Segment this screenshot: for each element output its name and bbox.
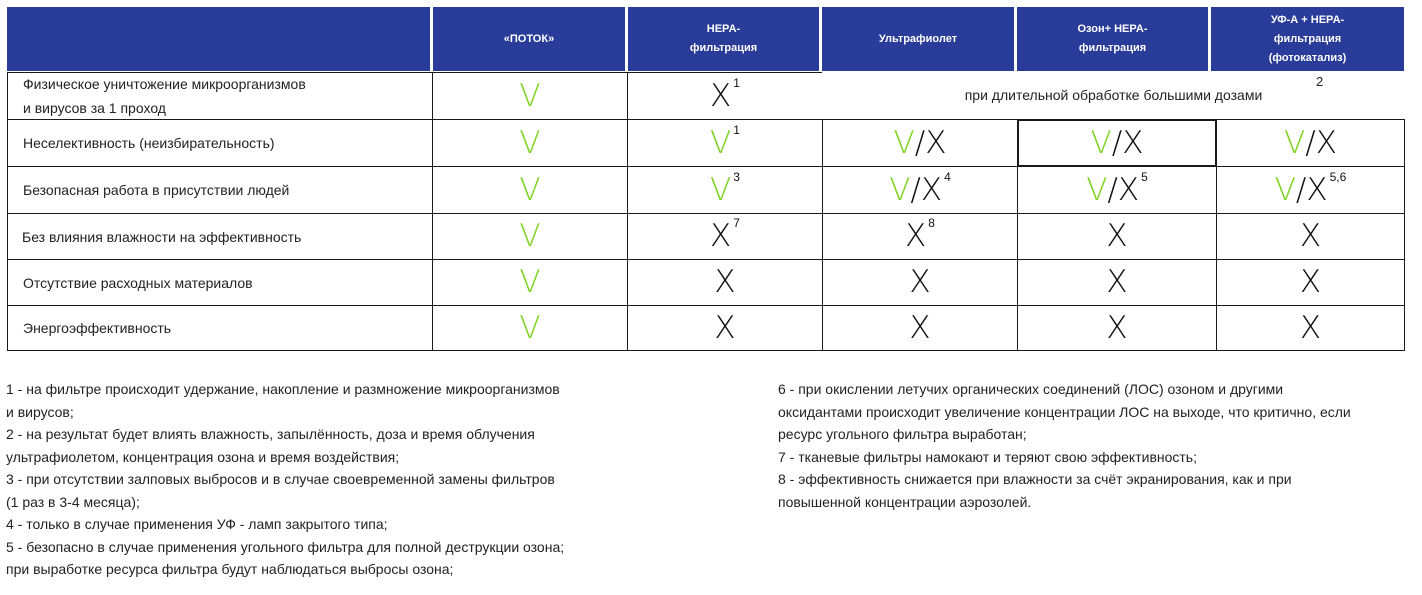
cell-r6-uva (1216, 305, 1405, 351)
cell-r4-uv (822, 213, 1018, 260)
slash-separator: / (1107, 171, 1118, 208)
cross-mark-icon: X (909, 264, 931, 300)
cell-r3-uv (822, 166, 1018, 214)
check-mark-icon: V (519, 171, 541, 208)
cross-mark-icon: X (905, 218, 927, 254)
cell-r6-ozon (1017, 305, 1217, 351)
check-mark-icon: V (519, 124, 541, 161)
cell-r2-potok (432, 119, 628, 167)
footnote-ref: 1 (733, 75, 740, 90)
header-hepa-line2: фильтрация (689, 42, 758, 54)
row-label-safe-text: Безопасная работа в присутствии людей (23, 182, 290, 198)
row-label-energy (7, 305, 433, 351)
cross-mark-icon: X (1299, 264, 1322, 300)
cell-r5-ozon (1017, 259, 1217, 306)
header-ozon-hepa (1017, 7, 1208, 71)
footnote-line: (1 раз в 3-4 месяца); (6, 493, 140, 510)
cell-r3-potok (432, 166, 628, 214)
cell-r5-hepa (627, 259, 823, 306)
row-label-consumables (7, 259, 433, 306)
cross-mark-icon: X (1106, 218, 1128, 254)
footnote-ref: 7 (733, 216, 740, 230)
check-mark-icon: V (893, 124, 915, 161)
row-label-kill-line2: и вирусов за 1 проход (23, 100, 166, 116)
header-ozon-line1: Озон+ HEPA- (1077, 23, 1148, 35)
footnote-ref: 5,6 (1329, 169, 1347, 184)
check-mark-icon: V (519, 309, 541, 346)
cross-mark-icon: X (710, 218, 732, 254)
footnote-ref: 3 (733, 169, 740, 184)
footnote-ref: 4 (944, 169, 951, 184)
header-uva-hepa (1211, 7, 1404, 71)
footnote-line: 2 - на результат будет влиять влажность, запылённость, доза и время облучения (6, 426, 535, 442)
cell-r3-uva (1216, 166, 1405, 214)
cross-mark-icon: X (925, 124, 947, 161)
cell-r3-hepa (627, 166, 823, 214)
footnote-line: и вирусов; (6, 403, 74, 420)
footnotes-left (6, 378, 564, 581)
cell-r1-hepa (627, 72, 823, 120)
slash-separator: / (1111, 124, 1123, 161)
cell-r2-hepa (627, 119, 823, 167)
footnotes-right (778, 378, 1351, 513)
row-label-nonselective-text: Неселективность (неизбирательность) (23, 135, 275, 151)
cell-r4-uva (1216, 213, 1405, 260)
row-label-kill (7, 72, 433, 120)
cell-r2-uv (822, 119, 1018, 167)
row-label-nonselective (7, 119, 433, 167)
check-mark-icon: V (519, 264, 541, 300)
header-potok-label: «ПОТОК» (503, 32, 555, 45)
footnote-line: повышенной концентрации аэрозолей. (778, 493, 1032, 510)
footnote-line: ресурс угольного фильтра выработан; (778, 426, 1027, 442)
check-mark-icon: V (889, 171, 911, 208)
footnote-ref: 8 (928, 216, 935, 230)
check-mark-icon: V (1274, 171, 1296, 208)
cross-mark-icon: X (1106, 309, 1128, 346)
row-label-kill-line1: Физическое уничтожение микроорганизмов (23, 76, 306, 92)
merged-note-text: при длительной обработке большими дозами (964, 87, 1263, 103)
cell-r5-uv (822, 259, 1018, 306)
footnote-line: 7 - тканевые фильтры намокают и теряют свою эффективность; (778, 448, 1197, 465)
check-mark-icon: V (1086, 171, 1108, 208)
cell-r4-ozon (1017, 213, 1217, 260)
header-blank (7, 7, 430, 71)
cell-r5-potok (432, 259, 628, 306)
check-mark-icon: V (519, 218, 541, 254)
cell-r6-hepa (627, 305, 823, 351)
footnote-line: 8 - эффективность снижается при влажности за счёт экранирования, как и при (778, 471, 1292, 487)
footnote-line: оксидантами происходит увеличение концентрации ЛОС на выходе, что критично, если (778, 403, 1351, 420)
cell-r1-merged (822, 72, 1405, 120)
cross-mark-icon: X (1122, 124, 1144, 161)
slash-separator: / (1295, 171, 1307, 208)
row-label-safe (7, 166, 433, 214)
check-mark-icon: V (710, 124, 732, 161)
footnote-line: 5 - безопасно в случае применения угольного фильтра для полной деструкции озона; (6, 538, 565, 555)
check-mark-icon: V (710, 171, 732, 208)
header-ozon-line2: фильтрация (1078, 42, 1147, 54)
cell-r6-uv (822, 305, 1018, 351)
footnote-line: 4 - только в случае применения УФ - ламп закрытого типа; (6, 516, 388, 532)
cross-mark-icon: X (1306, 171, 1328, 208)
header-potok (433, 7, 625, 71)
header-uva-line1: УФ-А + HEPA- (1270, 13, 1345, 26)
cell-r4-hepa (627, 213, 823, 260)
slash-separator: / (914, 124, 926, 161)
header-uva-line2: фильтрация (1273, 32, 1342, 45)
cell-r4-potok (432, 213, 628, 260)
footnote-line: 6 - при окислении летучих органических соединений (ЛОС) озоном и другими (778, 381, 1284, 397)
header-uv-label: Ультрафиолет (878, 32, 958, 45)
header-uva-line3: (фотокатализ) (1268, 51, 1347, 64)
row-label-consumables-text: Отсутствие расходных материалов (23, 274, 253, 291)
cell-r5-uva (1216, 259, 1405, 306)
cross-mark-icon: X (1106, 264, 1128, 300)
merged-note-sup: 2 (1316, 74, 1324, 89)
row-label-humidity-text: Без влияния влажности на эффективность (22, 228, 302, 245)
footnote-ref: 1 (733, 122, 740, 137)
footnote-ref: 5 (1141, 169, 1148, 184)
cross-mark-icon: X (1117, 171, 1140, 208)
cell-r2-ozon (1017, 119, 1217, 167)
cross-mark-icon: X (1315, 124, 1337, 161)
footnote-line: при выработке ресурса фильтра будут наблюдаться выбросы озона; (6, 561, 454, 577)
row-label-energy-text: Энергоэффективность (23, 320, 172, 336)
cell-r2-uva (1216, 119, 1405, 167)
cell-r3-ozon (1017, 166, 1217, 214)
slash-separator: / (910, 171, 921, 208)
cross-mark-icon: X (714, 309, 736, 346)
cross-mark-icon: X (710, 77, 732, 114)
footnote-line: 3 - при отсутствии залповых выбросов и в случае своевременной замены фильтров (6, 471, 555, 487)
check-mark-icon: V (1090, 124, 1112, 161)
cross-mark-icon: X (1299, 218, 1322, 254)
check-mark-icon: V (519, 77, 541, 114)
cross-mark-icon: X (714, 264, 736, 300)
cross-mark-icon: X (1299, 309, 1322, 346)
check-mark-icon: V (1284, 124, 1306, 161)
header-hepa-line1: HEPA- (706, 23, 741, 35)
header-uv (822, 7, 1014, 71)
cross-mark-icon: X (920, 171, 943, 208)
cell-r1-potok (432, 72, 628, 120)
row-label-humidity (7, 213, 433, 260)
cell-r6-potok (432, 305, 628, 351)
footnote-line: 1 - на фильтре происходит удержание, накопление и размножение микроорганизмов (6, 381, 560, 397)
header-hepa (628, 7, 819, 71)
slash-separator: / (1305, 124, 1316, 161)
footnote-line: ультрафиолетом, концентрация озона и время воздействия; (6, 448, 400, 465)
cross-mark-icon: X (909, 309, 931, 346)
